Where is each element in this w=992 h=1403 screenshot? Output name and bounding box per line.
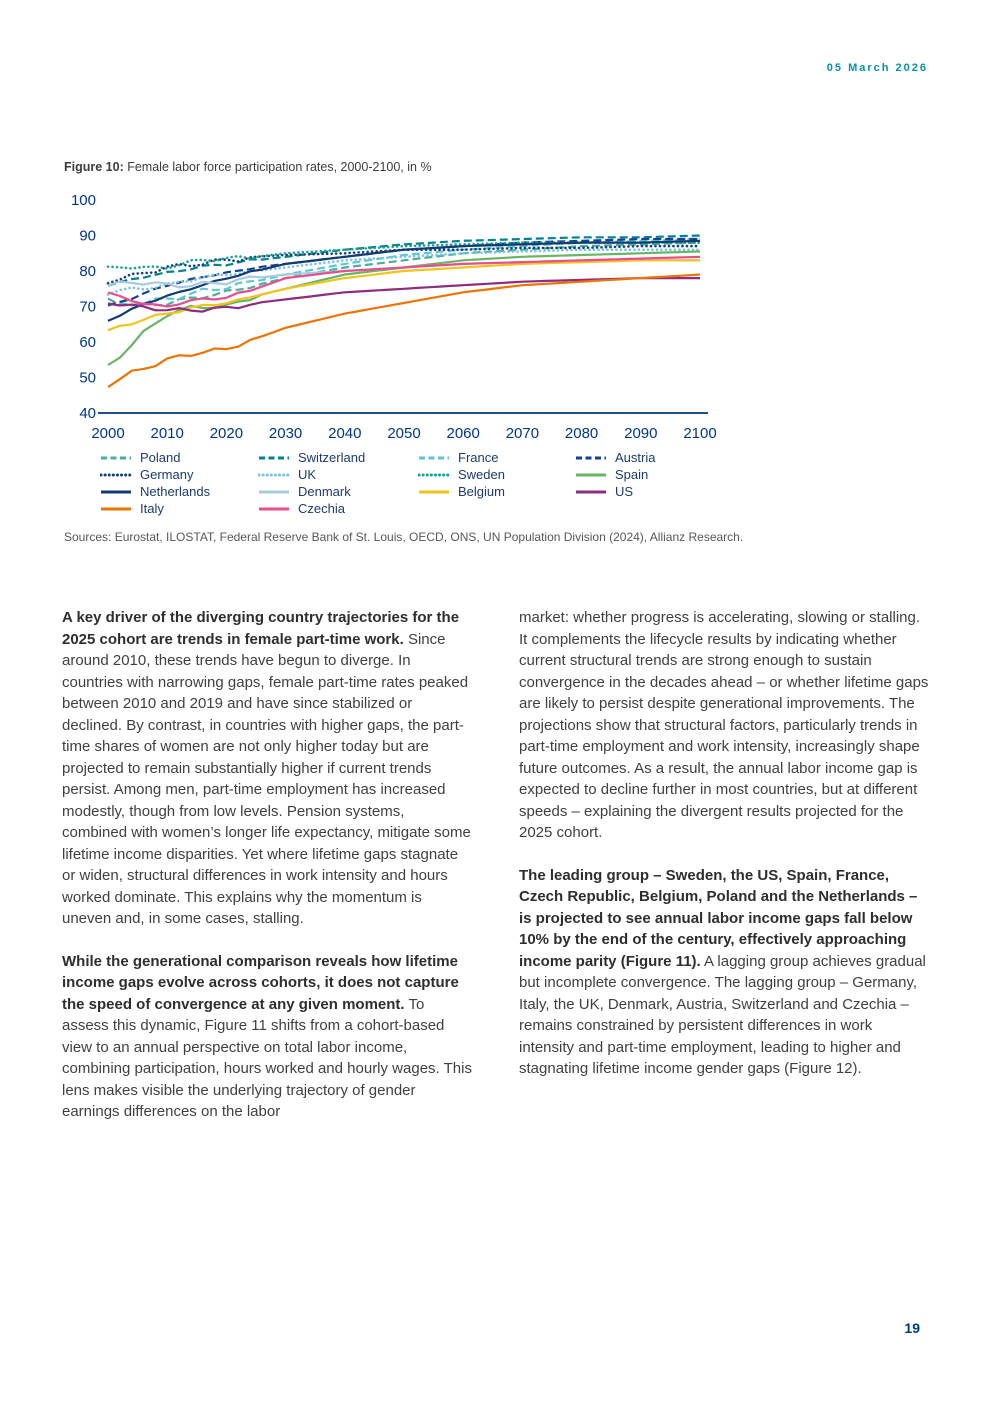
legend-item-denmark [258,483,418,500]
legend-item-germany [100,466,258,483]
legend-line-swatch [258,453,290,463]
paragraph-lead: The leading group – Sweden, the US, Spain, France, Czech Republic, Belgium, Poland and the Netherlands – is projected to see annual labor income gaps fall below 10% by the end of the century, effectively approaching income parity (Figure 11). [519,866,918,970]
legend-item-belgium [418,483,575,500]
figure-sources: Sources: Eurostat, ILOSTAT, Federal Reserve Bank of St. Louis, OECD, ONS, UN Population Division (2024), Allianz Research. [64,530,744,544]
legend-item-netherlands [100,483,258,500]
legend-line-swatch [418,453,450,463]
x-axis-tick-label: 2090 [624,425,658,442]
legend-label: Austria [615,450,656,465]
series-line-belgium [108,260,700,330]
legend-line-swatch [100,453,132,463]
x-axis-tick-label: 2050 [387,425,421,442]
y-axis-tick-label: 50 [79,369,96,387]
x-axis-tick-label: 2080 [564,425,599,442]
legend-item-france [418,449,575,466]
legend-label: France [458,450,499,465]
legend-item-italy [100,500,258,517]
legend-line-swatch [575,487,607,497]
legend-item-sweden [418,466,575,483]
legend-label: UK [298,467,317,482]
legend-line-swatch [258,470,290,480]
legend-line-swatch [418,470,450,480]
paragraph-text: market: whether progress is accelerating, slowing or stalling. It complements the lifecycle results by indicating whether current structural trends are strong enough to sustain convergence in the decades ahead – or whether lifetime gaps are likely to persist despite generational improvements. The projections show that structural factors, particularly trends in part-time employment and work intensity, increasingly shape future outcomes. As a result, the annual labor income gap is expected to decline further in most countries, but at different speeds – explaining the divergent results projected for the 2025 cohort. [519,609,929,841]
chart-legend [100,449,800,517]
legend-item-spain [575,466,800,483]
legend-label: US [615,484,634,499]
paragraph [519,865,930,1080]
series-line-czechia [108,257,700,307]
legend-label: Switzerland [298,450,366,465]
legend-label: Czechia [298,501,345,516]
y-axis-tick-label: 60 [79,334,96,351]
legend-label: Poland [140,450,181,465]
y-axis-tick-label: 70 [79,298,96,316]
legend-item-uk [258,466,418,483]
line-chart [56,190,716,448]
right-column [519,607,930,1123]
legend-item-austria [575,449,800,466]
series-line-poland [108,243,700,306]
left-column [62,607,473,1123]
y-axis-tick-label: 40 [79,405,96,422]
figure-caption [64,160,432,174]
x-axis-tick-label: 2070 [505,425,540,442]
report-date: 05 March 2026 [826,62,928,74]
legend-label: Sweden [458,467,505,482]
legend-line-swatch [258,487,290,497]
x-axis-tick-label: 2040 [328,425,362,442]
y-axis-tick-label: 90 [79,227,96,245]
legend-label: Belgium [458,484,505,499]
legend-label: Netherlands [140,484,211,499]
paragraph-text: Since around 2010, these trends have begun to diverge. In countries with narrowing gaps, female part-time rates peaked between 2010 and 2019 and have since stabilized or declined. By contrast, in countries with higher gaps, the part-time shares of women are not only higher today but are projected to remain substantially higher if current trends persist. Among men, part-time employment has increased modestly, though from low levels. Pension systems, combined with women’s longer life expectancy, mitigate some lifetime income disparities. Yet where lifetime gaps stagnate or widen, structural differences in work intensity and hours worked dominate. This explains why the momentum is uneven and, in some cases, stalling. [62,630,471,927]
page-number: 19 [904,1320,920,1336]
chart-canvas [56,190,716,448]
series-line-italy [108,275,700,388]
y-axis-tick-label: 80 [79,263,96,280]
figure-title: Female labor force participation rates, 2000-2100, in % [123,160,432,174]
series-line-germany [108,246,700,283]
x-axis-tick-label: 2010 [150,425,184,442]
paragraph [62,607,473,930]
body-columns [62,607,930,1123]
paragraph-lead: While the generational comparison reveals how lifetime income gaps evolve across cohorts, it does not capture the speed of convergence at any given moment. [62,952,459,1013]
legend-line-swatch [258,504,290,514]
legend-line-swatch [100,470,132,480]
figure-label: Figure 10: [64,160,124,174]
x-axis-tick-label: 2030 [268,425,303,442]
legend-line-swatch [100,487,132,497]
x-axis-tick-label: 2000 [91,425,125,442]
paragraph [62,951,473,1123]
legend-item-czechia [258,500,418,517]
series-line-denmark [108,260,700,287]
x-axis-tick-label: 2020 [209,425,244,442]
legend-line-swatch [100,504,132,514]
paragraph-text: To assess this dynamic, Figure 11 shifts from a cohort-based view to an annual perspective on total labor income, combining participation, hours worked and hourly wages. This lens makes visible the underlying trajectory of gender earnings differences on the labor [62,995,472,1120]
y-axis-tick-label: 100 [70,192,96,209]
legend-item-poland [100,449,258,466]
x-axis-tick-label: 2100 [683,425,716,442]
legend-line-swatch [575,470,607,480]
legend-label: Denmark [298,484,351,499]
legend-item-us [575,483,800,500]
legend-line-swatch [575,453,607,463]
legend-item-switzerland [258,449,418,466]
paragraph-text: A lagging group achieves gradual but incomplete convergence. The lagging group – Germany, Italy, the UK, Denmark, Austria, Switzerland and Czechia – remains constrained by persistent differences in work intensity and part-time employment, leading to higher and stagnating lifetime income gender gaps (Figure 12). [519,952,926,1077]
paragraph-lead: A key driver of the diverging country trajectories for the 2025 cohort are trends in female part-time work. [62,609,460,648]
legend-line-swatch [418,487,450,497]
legend-label: Germany [140,467,194,482]
legend-label: Spain [615,467,649,482]
legend-label: Italy [140,501,164,516]
paragraph [519,607,930,844]
x-axis-tick-label: 2060 [446,425,480,442]
